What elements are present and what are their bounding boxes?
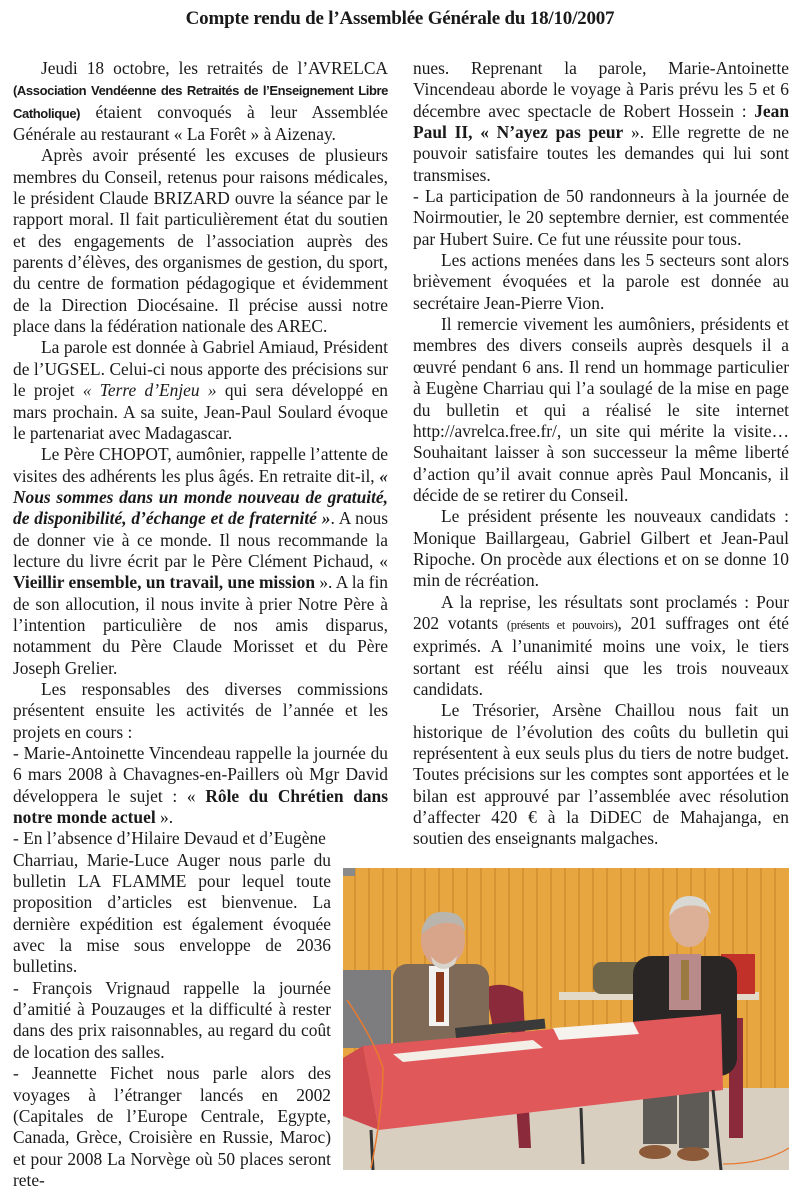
paragraph-ugsel xyxy=(13,337,388,444)
page-title: Compte rendu de l’Assemblée Générale du 18/10/2007 xyxy=(185,8,615,29)
paragraph-rapport-moral: Après avoir présenté les excuses de plusieurs membres du Conseil, retenus pour raisons médicales, le président Claude BRIZARD ouvre la séance par le rapport moral. Il fait particulièrement état du soutien et des engagements de l’association auprès des parents d’élèves, des organismes de gestion, du sport, du centre de formation pédagogique et évidemment de la Direction Diocésaine. Il précise aussi notre place dans la fédération nationale des AREC. xyxy=(13,145,388,337)
text: La parole est donnée à Gabriel Amiaud, Président de l’UGSEL. Celui-ci nous apporte des précisions sur le projet xyxy=(13,337,388,401)
paragraph-paris xyxy=(413,58,789,186)
man-right-shoe xyxy=(639,1145,671,1159)
paragraph-secretaire: Il remercie vivement les aumôniers, présidents et membres des divers conseils auprès desquels il a œuvré pendant 6 ans. Il rend un hommage particulier à Eugène Charriau qui l’a soulagé de la mise en page du bulletin et qui a réalisé le site internet http://avrelca.free.fr/, un site qui mérite la visite… Souhaitant laisser à son successeur la même liberté d’action qu’il avait connue après Paul Moncanis, il décide de se retirer du Conseil. xyxy=(413,314,789,505)
subject-title: Rôle du Chrétien dans notre monde actuel xyxy=(13,785,388,828)
text: ». Elle regrette de ne pouvoir satisfaire toutes les demandes qui lui sont transmises. xyxy=(413,122,790,185)
paragraph-commissions: Les responsables des diverses commissions présentent ensuite les activités de l’année et les projets en cours : xyxy=(13,678,388,742)
book-title: Vieillir ensemble, un travail, une mission xyxy=(13,572,315,593)
text: . A nous de donner vie à ce monde. Il nous recommande la lecture du livre écrit par le Père Clément Pichaud, « xyxy=(13,508,388,571)
paragraph-resultats xyxy=(413,592,789,701)
man-left-tie xyxy=(436,972,444,1022)
paragraph-randonneurs: - La participation de 50 randonneurs à la journée de Noirmoutier, le 20 septembre dernier, est commentée par Hubert Suire. Ce fut une réussite pour tous. xyxy=(413,186,789,249)
corner-box xyxy=(343,868,355,876)
paragraph-voyages: - Jeannette Fichet nous parle alors des voyages à l’étranger lancés en 2002 (Capitales de l’Europe Centrale, Egypte, Canada, Grèce, Croisière en Russie, Maroc) et pour 2008 La Norvège où 50 places seront rete- xyxy=(13,1063,331,1190)
paragraph-pouzauges: - François Vrignaud rappelle la journée d’amitié à Pouzauges et la difficulté à rester dans des prix raisonnables, au regard du coût de location des salles. xyxy=(13,977,331,1062)
text: qui sera développé en mars prochain. A sa suite, Jean-Paul Soulard évoque le partenariat avec Madagascar. xyxy=(13,380,388,443)
photo-illustration xyxy=(343,868,789,1170)
paragraph-intro xyxy=(13,58,388,145)
association-fullname: (Association Vendéenne des Retraités de l’Enseignement Libre Catholique) xyxy=(13,83,388,121)
paragraph-aumonier xyxy=(13,444,388,679)
table-leg-3 xyxy=(581,1108,583,1164)
project-name: « Terre d’Enjeu » xyxy=(82,380,217,401)
meeting-photo xyxy=(343,868,789,1170)
laptop xyxy=(343,970,391,1048)
text: Jeudi 18 octobre, les retraités de l’AVRELCA xyxy=(41,58,388,78)
text: - Marie-Antoinette Vincendeau rappelle la journée du 6 mars 2008 à Chavagnes-en-Paillers où Mgr David développera le sujet : « xyxy=(13,743,388,806)
votants-note: (présents et pouvoirs) xyxy=(506,617,618,632)
quote: « Nous sommes dans un monde nouveau de gratuité, de disponibilité, d’échange et de fraternité » xyxy=(13,465,388,529)
paragraph-secteurs: Les actions menées dans les 5 secteurs sont alors brièvement évoquées et la parole est donnée au secrétaire Jean-Pierre Vion. xyxy=(413,250,789,313)
man-right-tie xyxy=(681,960,689,1000)
text: nues. Reprenant la parole, Marie-Antoinette Vincendeau aborde le voyage à Paris prévu les 5 et 6 décembre avec spectacle de Robert Hossein : xyxy=(413,58,789,121)
paragraph-bulletin-lead: - En l’absence d’Hilaire Devaud et d’Eugène xyxy=(13,828,326,849)
paragraph-tresorier: Le Trésorier, Arsène Chaillou nous fait un historique de l’évolution des coûts du bulletin qui représentent à eux seuls plus du tiers de notre budget. Toutes précisions sur les comptes sont apportées et le bilan est approuvé par l’assemblée avec résolution d’affecter 420 € à la DiDEC de Mahajanga, en soutien des enseignants malgaches. xyxy=(413,700,789,849)
text: A la reprise, les résultats sont proclamés : Pour 202 votants xyxy=(413,591,789,633)
text: Le Père CHOPOT, aumônier, rappelle l’attente de visites des adhérents les plus âgés. En retraite dit-il, xyxy=(13,444,388,486)
text: étaient convoqués à leur Assemblée Générale au restaurant « La Forêt » à Aizenay. xyxy=(13,101,388,145)
paragraph-candidats: Le président présente les nouveaux candidats : Monique Baillargeau, Gabriel Gilbert et Jean-Paul Ripoche. On procède aux élections et on se donne 10 min de récréation. xyxy=(413,506,789,591)
man-right-shoe-2 xyxy=(677,1147,709,1161)
paragraph-journee xyxy=(13,743,388,828)
text: ». xyxy=(155,807,174,828)
paragraph-bulletin: Charriau, Marie-Luce Auger nous parle du bulletin LA FLAMME pour lequel toute proposition d’articles est bienvenue. La dernière expédition est également évoquée avec la mise sous enveloppe de 2036 bulletins. xyxy=(13,849,331,977)
text: , 201 suffrages ont été exprimés. A l’unanimité moins une voix, le tiers sortant est réélu ainsi que les trois nouveaux candidats. xyxy=(413,612,789,699)
right-column xyxy=(413,58,789,850)
left-column xyxy=(13,58,388,1191)
show-title: Jean Paul II, « N’ayez pas peur xyxy=(413,100,789,143)
text: ». A la fin de son allocution, il nous invite à prier Notre Père à l’intention particulière de nos amis disparus, notamment du Père Claude Morisset et du Père Joseph Grelier. xyxy=(13,572,388,678)
